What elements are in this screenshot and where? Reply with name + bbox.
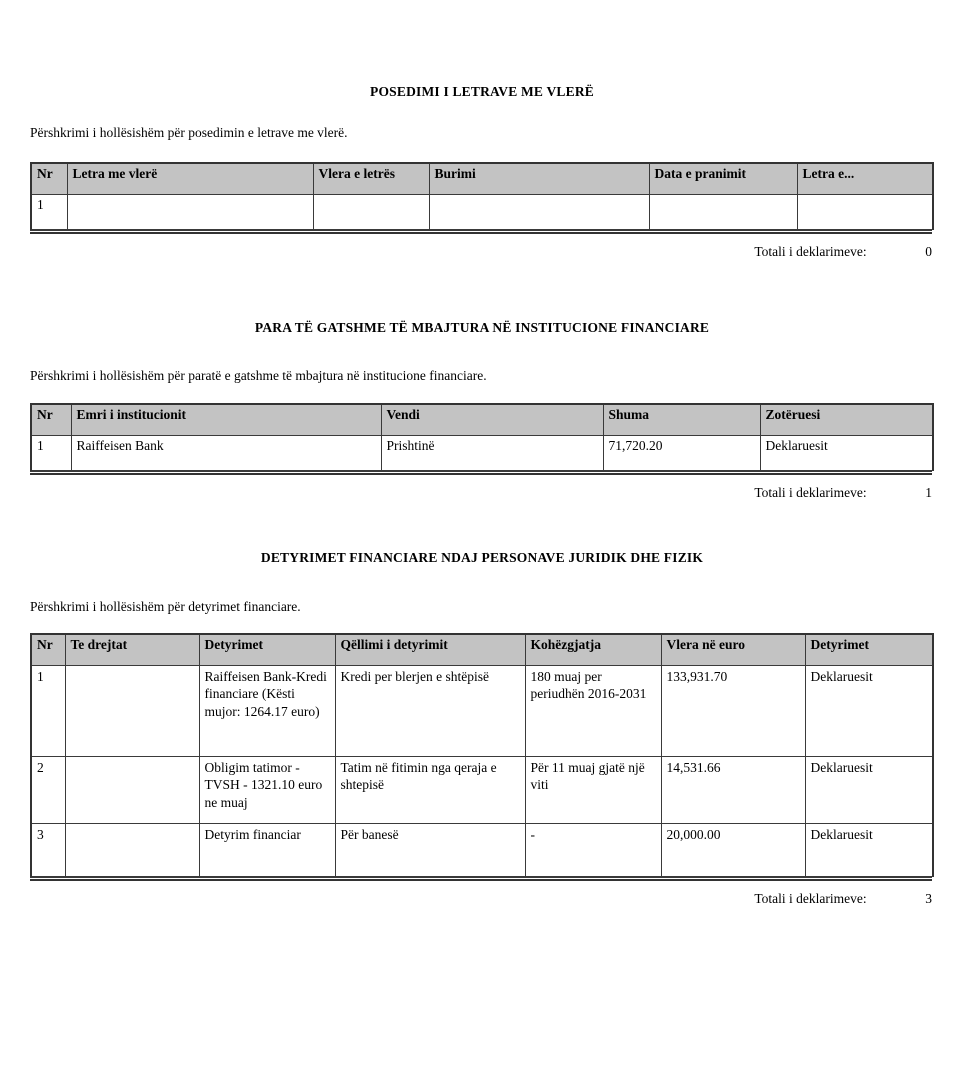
- cell-value-eur: 14,531.66: [661, 757, 805, 824]
- column-header-value: Vlera e letrës: [313, 163, 429, 195]
- table-wrapper: [30, 403, 934, 475]
- section-financial-obligations: [0, 550, 962, 907]
- section-title: DETYRIMET FINANCIARE NDAJ PERSONAVE JURIDIK DHE FIZIK: [260, 550, 704, 565]
- cell-purpose: Për banesë: [335, 824, 525, 877]
- table-header: [31, 163, 933, 195]
- totals-value: 0: [925, 244, 932, 259]
- column-header-purpose: Qëllimi i detyrimit: [335, 634, 525, 666]
- cell-institution: Raiffeisen Bank: [71, 436, 381, 471]
- cell-place: Prishtinë: [381, 436, 603, 471]
- cell-owner: Deklaruesit: [805, 824, 933, 877]
- table-header-row: [31, 634, 933, 666]
- cell-nr: 1: [31, 436, 71, 471]
- totals-row: [30, 485, 932, 501]
- cell-rights: [65, 666, 199, 757]
- table-header-row: [31, 404, 933, 436]
- section-title: PARA TË GATSHME TË MBAJTURA NË INSTITUCIONE FINANCIARE: [254, 320, 710, 335]
- cell-letter: [797, 195, 933, 230]
- section-description: Përshkrimi i hollësishëm për detyrimet financiare.: [30, 599, 301, 614]
- table-bottom-rule: [30, 471, 932, 475]
- column-header-owner: Detyrimet: [805, 634, 933, 666]
- totals-value: 1: [925, 485, 932, 500]
- cell-rights: [65, 757, 199, 824]
- cell-value-eur: 133,931.70: [661, 666, 805, 757]
- totals-label: Totali i deklarimeve:: [754, 244, 867, 259]
- cell-obligation: Raiffeisen Bank-Kredi financiare (Kësti mujor: 1264.17 euro): [199, 666, 335, 757]
- column-header-obligations: Detyrimet: [199, 634, 335, 666]
- cell-owner: Deklaruesit: [760, 436, 933, 471]
- cell-nr: 1: [31, 666, 65, 757]
- table-wrapper: [30, 162, 934, 234]
- cell-nr: 1: [31, 195, 67, 230]
- column-header-date: Data e pranimit: [649, 163, 797, 195]
- column-header-security: Letra me vlerë: [67, 163, 313, 195]
- cell-value: [313, 195, 429, 230]
- totals-value: 3: [925, 891, 932, 906]
- table-body: [31, 666, 933, 877]
- column-header-place: Vendi: [381, 404, 603, 436]
- column-header-nr: Nr: [31, 404, 71, 436]
- table-row: [31, 436, 933, 471]
- table-row: [31, 666, 933, 757]
- column-header-institution: Emri i institucionit: [71, 404, 381, 436]
- cell-nr: 3: [31, 824, 65, 877]
- column-header-duration: Kohëzgjatja: [525, 634, 661, 666]
- section-securities: [0, 84, 962, 260]
- table-header: [31, 634, 933, 666]
- cell-source: [429, 195, 649, 230]
- securities-table: [30, 162, 934, 230]
- table-body: [31, 195, 933, 230]
- cell-amount: 71,720.20: [603, 436, 760, 471]
- table-row: [31, 757, 933, 824]
- financial-obligations-table: [30, 633, 934, 877]
- cell-value-eur: 20,000.00: [661, 824, 805, 877]
- column-header-source: Burimi: [429, 163, 649, 195]
- cell-owner: Deklaruesit: [805, 666, 933, 757]
- column-header-owner: Zotëruesi: [760, 404, 933, 436]
- column-header-value-eur: Vlera në euro: [661, 634, 805, 666]
- table-bottom-rule: [30, 877, 932, 881]
- cell-obligation: Detyrim financiar: [199, 824, 335, 877]
- table-row: [31, 824, 933, 877]
- section-description: Përshkrimi i hollësishëm për paratë e gatshme të mbajtura në institucione financiare.: [30, 368, 487, 383]
- column-header-amount: Shuma: [603, 404, 760, 436]
- column-header-nr: Nr: [31, 634, 65, 666]
- totals-label: Totali i deklarimeve:: [754, 485, 867, 500]
- table-header: [31, 404, 933, 436]
- cell-security: [67, 195, 313, 230]
- totals-row: [30, 244, 932, 260]
- column-header-letter: Letra e...: [797, 163, 933, 195]
- table-wrapper: [30, 633, 934, 881]
- section-cash-in-institutions: [0, 320, 962, 501]
- table-header-row: [31, 163, 933, 195]
- table-row: [31, 195, 933, 230]
- cell-purpose: Tatim në fitimin nga qeraja e shtepisë: [335, 757, 525, 824]
- section-description: Përshkrimi i hollësishëm për posedimin e letrave me vlerë.: [30, 125, 348, 140]
- cell-rights: [65, 824, 199, 877]
- table-body: [31, 436, 933, 471]
- cell-duration: 180 muaj per periudhën 2016-2031: [525, 666, 661, 757]
- cell-obligation: Obligim tatimor - TVSH - 1321.10 euro ne muaj: [199, 757, 335, 824]
- totals-label: Totali i deklarimeve:: [754, 891, 867, 906]
- table-bottom-rule: [30, 230, 932, 234]
- cell-purpose: Kredi per blerjen e shtëpisë: [335, 666, 525, 757]
- cell-duration: Për 11 muaj gjatë një viti: [525, 757, 661, 824]
- cell-date: [649, 195, 797, 230]
- column-header-rights: Te drejtat: [65, 634, 199, 666]
- cell-duration: -: [525, 824, 661, 877]
- column-header-nr: Nr: [31, 163, 67, 195]
- section-title: POSEDIMI I LETRAVE ME VLERË: [370, 84, 594, 99]
- totals-row: [30, 891, 932, 907]
- cell-nr: 2: [31, 757, 65, 824]
- cell-owner: Deklaruesit: [805, 757, 933, 824]
- cash-institutions-table: [30, 403, 934, 471]
